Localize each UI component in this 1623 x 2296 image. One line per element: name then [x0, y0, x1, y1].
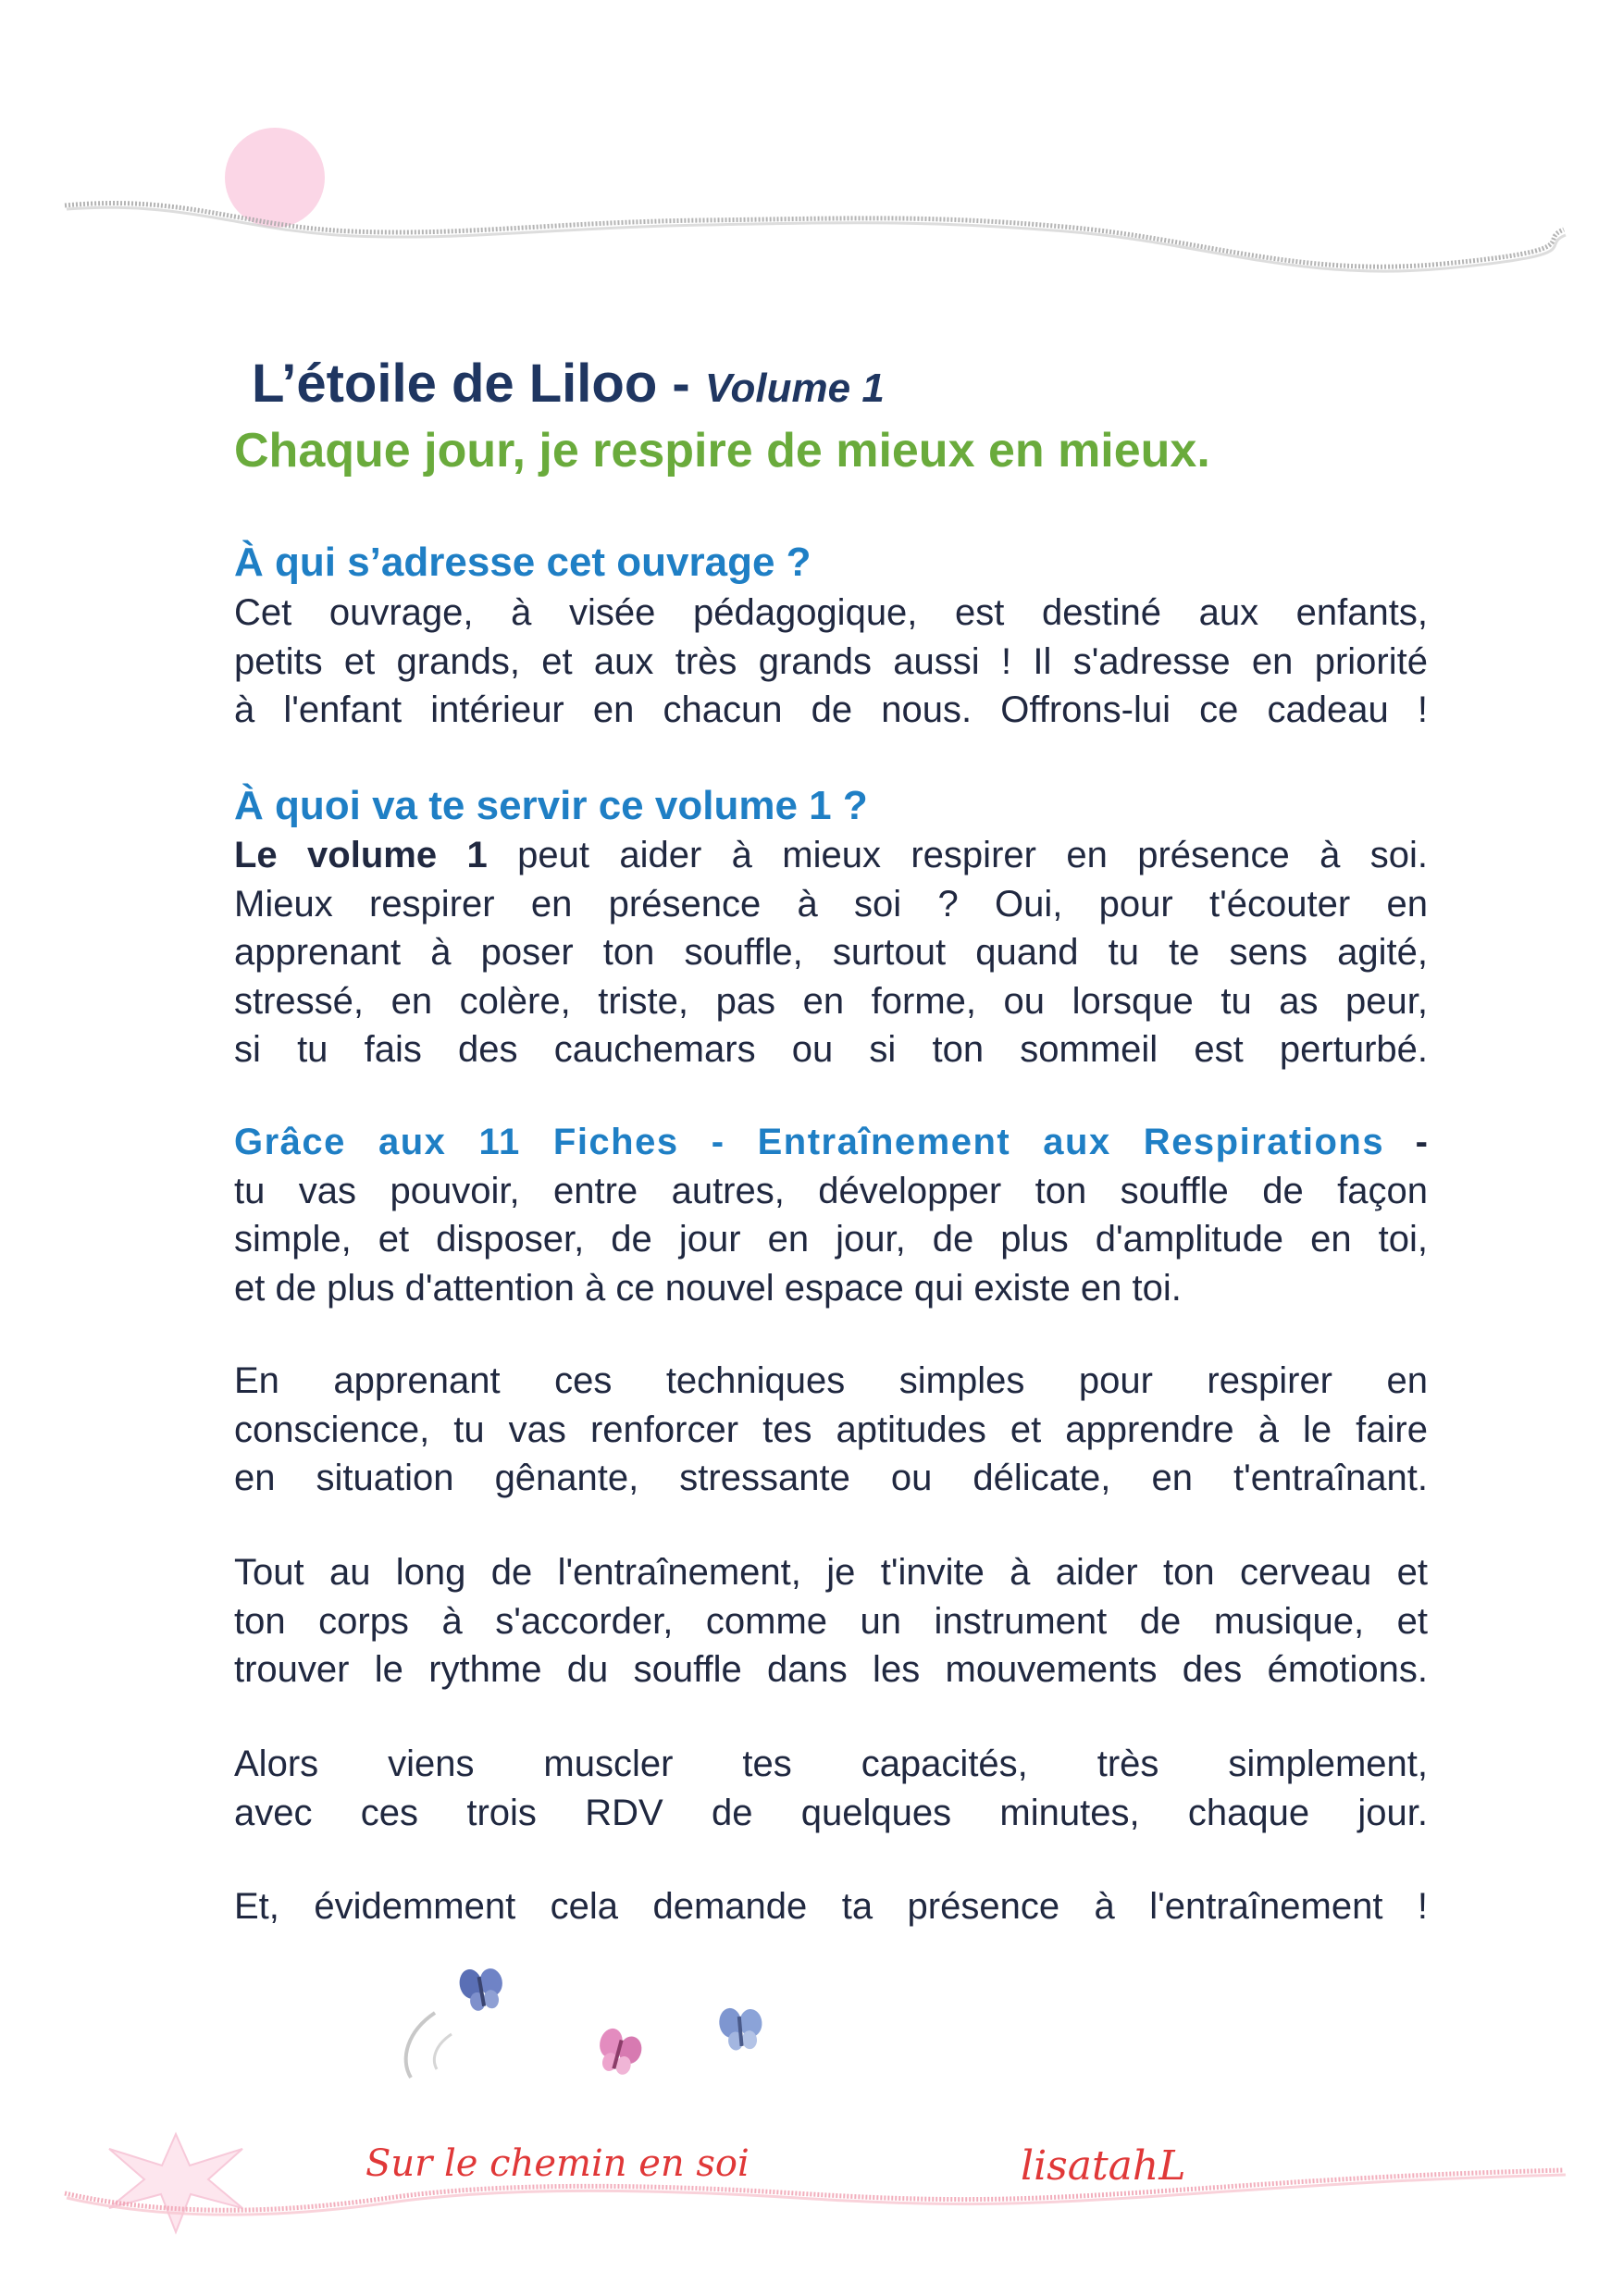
page-title — [252, 352, 885, 416]
section6-line: Alors viens muscler tes capacités, très simplement, — [234, 1744, 1428, 1784]
section7-paragraph — [234, 1882, 1428, 1931]
section1-line: petits et grands, et aux très grands aussi ! Il s'adresse en priorité — [234, 640, 1428, 682]
section2-heading: À quoi va te servir ce volume 1 ? — [234, 783, 868, 828]
section1-line: Cet ouvrage, à visée pédagogique, est destiné aux enfants, — [234, 592, 1428, 633]
section1-paragraph — [234, 589, 1428, 735]
pink-star-icon — [109, 2134, 242, 2232]
section2-line: si tu fais des cauchemars ou si ton sommeil est perturbé. — [234, 1029, 1428, 1070]
butterfly-icon — [457, 1964, 506, 2013]
section2-line: apprenant à poser ton souffle, surtout quand tu te sens agité, — [234, 932, 1428, 973]
title-volume: Volume 1 — [704, 366, 885, 411]
page-subtitle: Chaque jour, je respire de mieux en mieux. — [234, 424, 1210, 478]
section4-line: En apprenant ces techniques simples pour respirer en — [234, 1360, 1428, 1401]
top-wavy-line — [65, 204, 1564, 267]
footer-signature: lisatahL — [1021, 2142, 1186, 2190]
section1-line: à l'enfant intérieur en chacun de nous. Offrons-lui ce cadeau ! — [234, 689, 1428, 730]
section4-paragraph — [234, 1357, 1428, 1503]
section3-line: simple, et disposer, de jour en jour, de plus d'amplitude en toi, — [234, 1219, 1428, 1260]
section3-paragraph — [234, 1118, 1428, 1312]
section2-paragraph — [234, 831, 1428, 1074]
section2-lead-line — [234, 831, 1428, 880]
section3-line: et de plus d'attention à ce nouvel espace qui existe en toi. — [234, 1267, 1182, 1309]
section4-line: en situation gênante, stressante ou délicate, en t'entraînant. — [234, 1458, 1428, 1498]
footer-tagline: Sur le chemin en soi — [365, 2142, 750, 2185]
title-separator: - — [657, 354, 705, 414]
section5-paragraph — [234, 1548, 1428, 1694]
section2-lead-rest: peut aider à mieux respirer en présence à soi. — [487, 835, 1428, 875]
section1-heading: À qui s’adresse cet ouvrage ? — [234, 540, 812, 585]
section2-line: stressé, en colère, triste, pas en forme, ou lorsque tu as peur, — [234, 980, 1428, 1022]
section5-line: ton corps à s'accorder, comme un instrument de musique, et — [234, 1600, 1428, 1642]
section6-paragraph — [234, 1740, 1428, 1837]
section2-lead-bold: Le volume 1 — [234, 835, 488, 875]
section5-line: trouver le rythme du souffle dans les mouvements des émotions. — [234, 1649, 1428, 1690]
section6-line: avec ces trois RDV de quelques minutes, chaque jour. — [234, 1792, 1428, 1833]
butterfly-icon — [593, 2026, 645, 2078]
section3-dash: - — [1384, 1122, 1428, 1162]
section3-line: tu vas pouvoir, entre autres, développer ton souffle de façon — [234, 1170, 1428, 1211]
section3-lead-line — [234, 1118, 1428, 1167]
section7-line: Et, évidemment cela demande ta présence à l'entraînement ! — [234, 1886, 1428, 1927]
bottom-wavy-line — [65, 2170, 1564, 2210]
section4-line: conscience, tu vas renforcer tes aptitudes et apprendre à le faire — [234, 1409, 1428, 1450]
section5-line: Tout au long de l'entraînement, je t'invite à aider ton cerveau et — [234, 1552, 1428, 1593]
title-main: L’étoile de Liloo — [252, 354, 658, 414]
butterfly-icon — [718, 2005, 764, 2052]
section2-line: Mieux respirer en présence à soi ? Oui, pour t'écouter en — [234, 883, 1428, 925]
pink-circle-icon — [225, 128, 325, 228]
section3-highlight: Grâce aux 11 Fiches - Entraînement aux Respirations — [234, 1122, 1385, 1162]
